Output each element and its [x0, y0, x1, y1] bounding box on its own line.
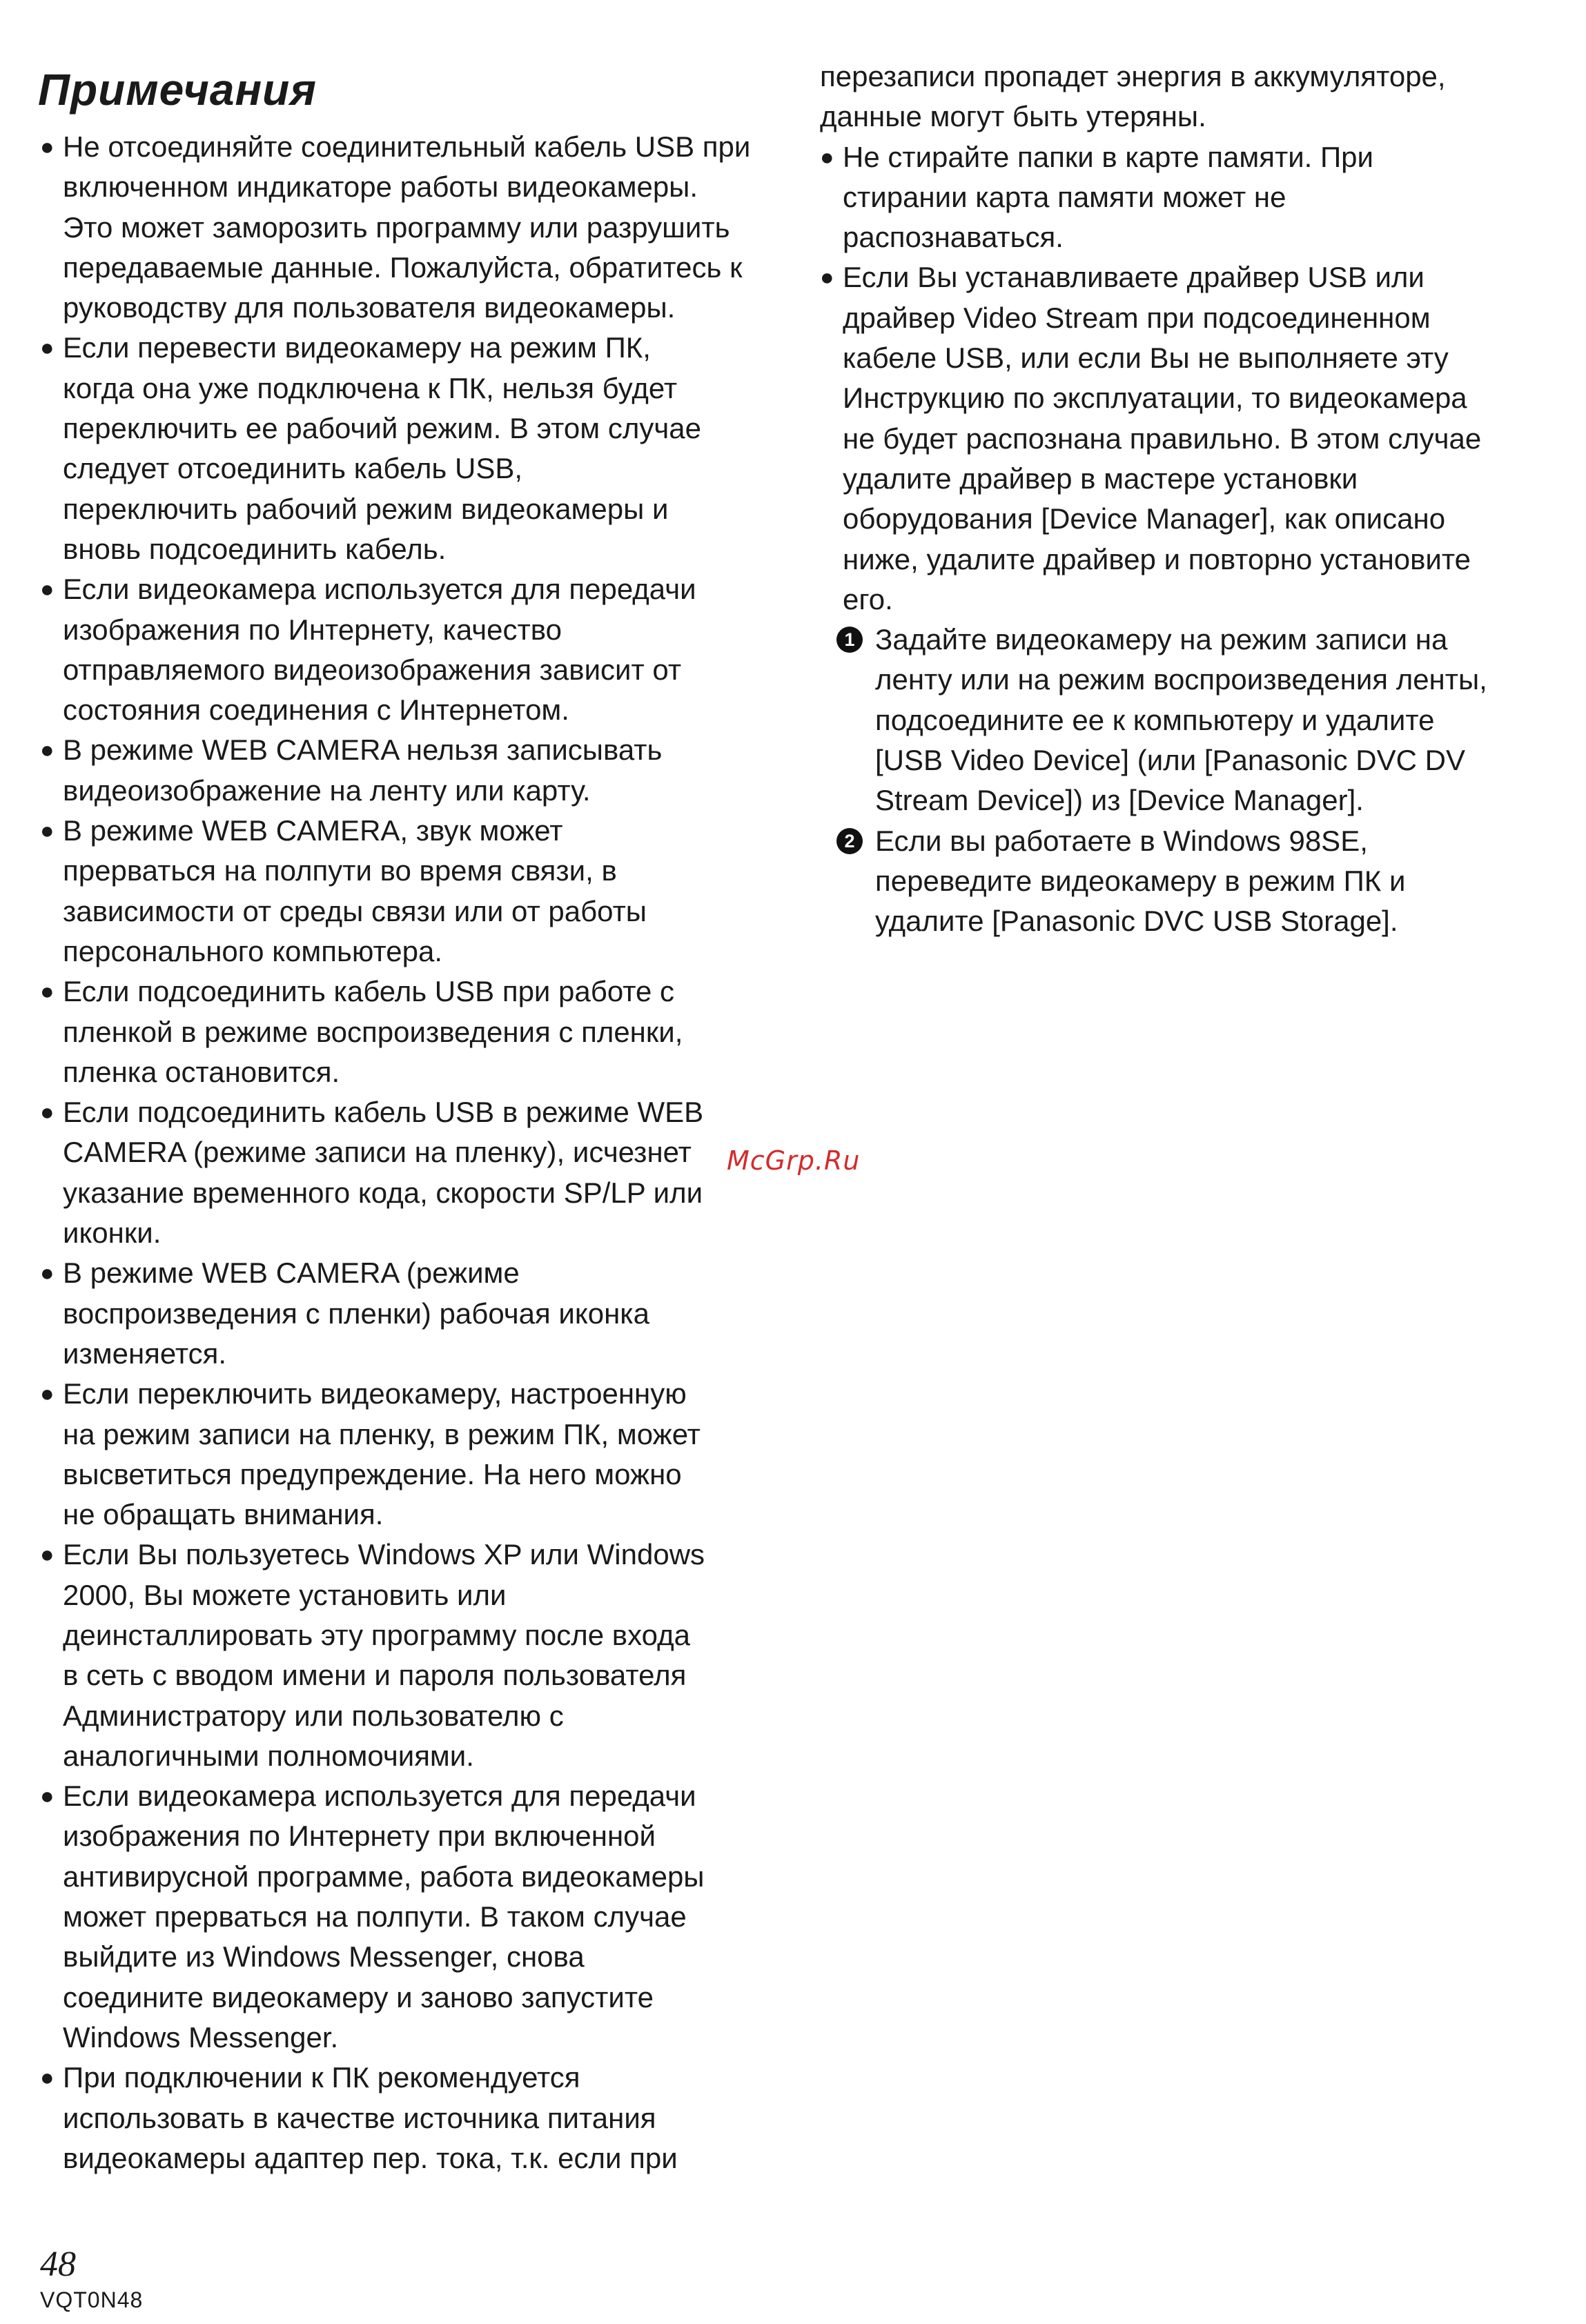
step-line: удалите [Panasonic DVC USB Storage].	[875, 905, 1398, 938]
note-line: Если видеокамера используется для передачи	[63, 1780, 696, 1813]
note-line: на режим записи на пленку, в режим ПК, может	[63, 1417, 701, 1450]
bullet-icon: ●	[40, 1381, 55, 1408]
note-line: Если переключить видеокамеру, настроенную	[63, 1377, 687, 1410]
note-item	[40, 1776, 782, 2058]
note-line: видеокамеры адаптер пер. тока, т.к. если при	[63, 2141, 678, 2174]
note-item	[40, 328, 782, 569]
document-code: VQT0N48	[40, 2287, 144, 2312]
note-line: переключить ее рабочий режим. В этом случае	[63, 412, 701, 445]
note-line: удалите драйвер в мастере установки	[843, 462, 1358, 495]
note-line: пленка остановится.	[63, 1055, 340, 1088]
note-line: кабеле USB, или если Вы не выполняете эту	[843, 342, 1449, 375]
note-item	[40, 1092, 782, 1253]
step-line: Задайте видеокамеру на режим записи на	[875, 623, 1448, 656]
note-line: стирании карта памяти может не	[843, 180, 1286, 213]
note-line: не обращать внимания.	[63, 1498, 384, 1531]
note-line: зависимости от среды связи или от работы	[63, 894, 647, 927]
bullet-icon: ●	[40, 1783, 55, 1810]
note-item	[40, 569, 782, 730]
step-number-icon: 2	[836, 828, 863, 854]
note-line: когда она уже подключена к ПК, нельзя будет	[63, 371, 678, 404]
note-item	[40, 1374, 782, 1535]
bullet-icon: ●	[40, 818, 55, 845]
page-title: Примечания	[38, 65, 317, 115]
bullet-icon: ●	[40, 1542, 55, 1568]
left-column	[40, 127, 782, 2178]
watermark: McGrp.Ru	[727, 1145, 861, 1176]
note-line: изображения по Интернету, качество	[63, 613, 562, 646]
step-line: [USB Video Device] (или [Panasonic DVC DV	[875, 744, 1465, 777]
note-line: персонального компьютера.	[63, 934, 442, 967]
note-line: использовать в качестве источника питания	[63, 2101, 656, 2134]
note-item	[40, 972, 782, 1092]
bullet-icon: ●	[40, 2065, 55, 2091]
note-line: передаваемые данные. Пожалуйста, обратитесь к	[63, 250, 743, 284]
note-item	[40, 2058, 782, 2178]
note-line: Если видеокамера используется для передачи	[63, 573, 696, 606]
note-line: Если подсоединить кабель USB в режиме WEB	[63, 1096, 704, 1129]
note-line: Не стирайте папки в карте памяти. При	[843, 140, 1374, 173]
note-line: следует отсоединить кабель USB,	[63, 452, 523, 485]
step-line: переведите видеокамеру в режим ПК и	[875, 864, 1406, 897]
note-line: состояния соединения с Интернетом.	[63, 693, 569, 727]
note-line: воспроизведения с пленки) рабочая иконка	[63, 1297, 649, 1330]
note-line: При подключении к ПК рекомендуется	[63, 2061, 580, 2094]
step-line: Если вы работаете в Windows 98SE,	[875, 824, 1368, 857]
note-line: Windows Messenger.	[63, 2020, 339, 2054]
note-line: руководству для пользователя видеокамеры.	[63, 291, 676, 324]
note-line: Если перевести видеокамеру на режим ПК,	[63, 331, 651, 364]
note-line: соедините видеокамеру и заново запустите	[63, 1980, 654, 2013]
note-line: изображения по Интернету при включенной	[63, 1820, 656, 1853]
note-line: Инструкцию по эксплуатации, то видеокамера	[843, 382, 1467, 415]
note-line: в сеть с вводом имени и пароля пользователя	[63, 1659, 687, 1692]
note-line: перезаписи пропадет энергия в аккумуляторе,	[820, 60, 1446, 92]
step-item	[836, 821, 1558, 942]
note-line: ниже, удалите драйвер и повторно установите	[843, 542, 1471, 575]
note-line: данные могут быть утеряны.	[820, 100, 1206, 133]
bullet-icon: ●	[40, 1260, 55, 1287]
note-item	[40, 1535, 782, 1776]
page-number: 48	[40, 2245, 76, 2284]
bullet-icon: ●	[40, 134, 55, 160]
note-line: распознаваться.	[843, 221, 1064, 254]
step-line: Stream Device]) из [Device Manager].	[875, 784, 1364, 817]
note-line: Если Вы устанавливаете драйвер USB или	[843, 261, 1425, 294]
note-line: В режиме WEB CAMERA (режиме	[63, 1257, 520, 1290]
step-list	[820, 620, 1558, 941]
note-line: Это может заморозить программу или разрушить	[63, 210, 730, 244]
bullet-icon: ●	[820, 144, 834, 170]
note-line: отправляемого видеоизображения зависит от	[63, 653, 682, 686]
note-line: не будет распознана правильно. В этом случае	[843, 422, 1482, 455]
note-line: высветиться предупреждение. На него можно	[63, 1457, 682, 1490]
continued-text	[820, 57, 1558, 137]
note-line: иконки.	[63, 1217, 161, 1250]
note-line: Если Вы пользуетесь Windows XP или Windows	[63, 1538, 705, 1571]
note-line: прерваться на полпути во время связи, в	[63, 854, 617, 887]
note-line: драйвер Video Stream при подсоединенном	[843, 301, 1431, 334]
note-line: CAMERA (режиме записи на пленку), исчезнет	[63, 1136, 692, 1169]
note-line: 2000, Вы можете установить или	[63, 1578, 507, 1611]
note-line: изменяется.	[63, 1337, 227, 1370]
bullet-icon: ●	[40, 576, 55, 603]
bullet-icon: ●	[820, 264, 834, 291]
note-line: вновь подсоединить кабель.	[63, 532, 447, 565]
step-number-icon: 1	[836, 627, 863, 653]
step-line: подсоедините ее к компьютеру и удалите	[875, 703, 1435, 736]
note-line: может прерваться на полпути. В таком случае	[63, 1900, 687, 1933]
note-line: антивирусной программе, работа видеокамеры	[63, 1860, 705, 1893]
step-line: ленту или на режим воспроизведения ленты,	[875, 663, 1487, 696]
step-item	[836, 620, 1558, 820]
note-item	[40, 1253, 782, 1374]
note-item	[820, 257, 1558, 620]
note-line: аналогичными полномочиями.	[63, 1739, 474, 1772]
bullet-icon: ●	[40, 1099, 55, 1126]
right-column	[820, 57, 1558, 942]
note-line: включенном индикаторе работы видеокамеры.	[63, 170, 698, 204]
note-line: выйдите из Windows Messenger, снова	[63, 1940, 585, 1973]
bullet-icon: ●	[40, 335, 55, 362]
note-item	[40, 811, 782, 972]
note-line: В режиме WEB CAMERA, звук может	[63, 814, 563, 847]
bullet-icon: ●	[40, 978, 55, 1005]
note-item	[40, 127, 782, 328]
note-line: оборудования [Device Manager], как описано	[843, 502, 1446, 535]
note-line: Не отсоединяйте соединительный кабель USB при	[63, 130, 751, 163]
note-line: видеоизображение на ленту или карту.	[63, 774, 591, 807]
note-line: пленкой в режиме воспроизведения с пленки,	[63, 1015, 683, 1048]
note-item	[40, 730, 782, 811]
note-line: переключить рабочий режим видеокамеры и	[63, 492, 669, 525]
note-item	[820, 137, 1558, 258]
note-line: В режиме WEB CAMERA нельзя записывать	[63, 733, 663, 767]
note-line: указание временного кода, скорости SP/LP или	[63, 1176, 703, 1209]
bullet-icon: ●	[40, 737, 55, 764]
note-line: его.	[843, 582, 893, 616]
note-line: Администратору или пользователю с	[63, 1699, 564, 1732]
note-line: Если подсоединить кабель USB при работе с	[63, 975, 675, 1008]
note-line: деинсталлировать эту программу после входа	[63, 1618, 690, 1651]
